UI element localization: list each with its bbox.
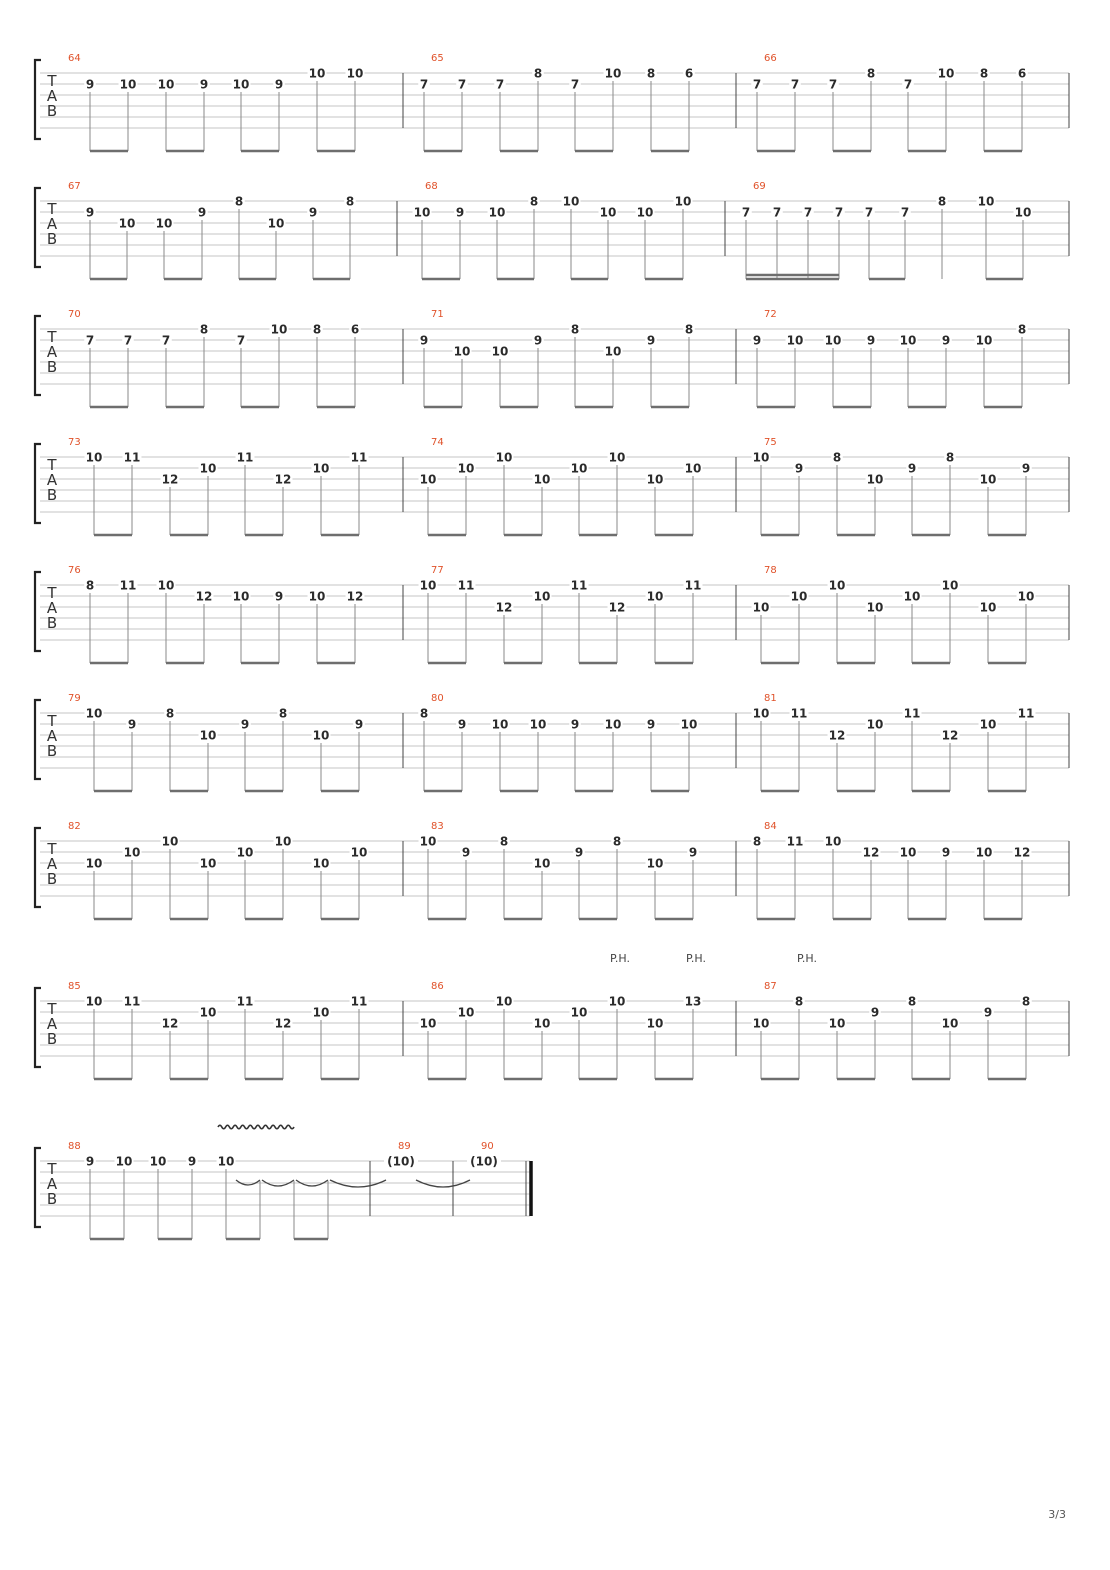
fret-number: 10 xyxy=(828,1016,846,1031)
measure-number: 87 xyxy=(764,981,777,992)
tab-clef-letter: A xyxy=(46,599,58,617)
fret-number: 7 xyxy=(803,205,813,220)
fret-number: 9 xyxy=(646,717,656,732)
tab-system xyxy=(35,565,1069,663)
fret-number: 11 xyxy=(236,450,254,465)
palm-harmonic-label: P.H. xyxy=(686,952,706,965)
fret-number: 9 xyxy=(907,461,917,476)
fret-number: 8 xyxy=(907,994,917,1009)
fret-number: 10 xyxy=(199,1005,217,1020)
fret-number: 10 xyxy=(312,728,330,743)
fret-number: 8 xyxy=(1017,322,1027,337)
fret-number: 10 xyxy=(941,578,959,593)
fret-number: 7 xyxy=(236,333,246,348)
tab-clef-letter: A xyxy=(46,1175,58,1193)
measure-number: 68 xyxy=(425,181,438,192)
fret-number: 7 xyxy=(834,205,844,220)
fret-number: 8 xyxy=(979,66,989,81)
tab-clef-letter: B xyxy=(46,1030,58,1048)
fret-number: 8 xyxy=(499,834,509,849)
fret-number: 10 xyxy=(236,845,254,860)
measure-number: 71 xyxy=(431,309,444,320)
tab-clef-letter: A xyxy=(46,471,58,489)
tab-clef-letter: T xyxy=(47,1000,57,1018)
fret-number: 10 xyxy=(977,194,995,209)
fret-number: 10 xyxy=(312,461,330,476)
measure-number: 80 xyxy=(431,693,444,704)
system-bracket xyxy=(35,316,41,395)
measure-number: 69 xyxy=(753,181,766,192)
fret-number: 7 xyxy=(495,77,505,92)
fret-number: 7 xyxy=(123,333,133,348)
fret-number: 10 xyxy=(157,578,175,593)
fret-number: 8 xyxy=(794,994,804,1009)
system-bracket xyxy=(35,1148,41,1227)
fret-number: 10 xyxy=(1014,205,1032,220)
fret-number: 11 xyxy=(786,834,804,849)
fret-number: 10 xyxy=(608,994,626,1009)
fret-number: 11 xyxy=(123,994,141,1009)
fret-number: 11 xyxy=(236,994,254,1009)
fret-number: 8 xyxy=(832,450,842,465)
fret-number: 8 xyxy=(533,66,543,81)
fret-number: 10 xyxy=(232,77,250,92)
tab-clef-letter: B xyxy=(46,358,58,376)
fret-number: 9 xyxy=(646,333,656,348)
fret-number: 9 xyxy=(688,845,698,860)
fret-number: 11 xyxy=(570,578,588,593)
system-bracket xyxy=(35,444,41,523)
fret-number: 10 xyxy=(1017,589,1035,604)
fret-number: 12 xyxy=(862,845,880,860)
fret-number: 8 xyxy=(529,194,539,209)
fret-number: 7 xyxy=(772,205,782,220)
fret-number: 10 xyxy=(115,1154,133,1169)
system-bracket xyxy=(35,988,41,1067)
tab-clef-letter: T xyxy=(47,712,57,730)
fret-number: 12 xyxy=(608,600,626,615)
fret-number: 11 xyxy=(350,994,368,1009)
fret-number: 9 xyxy=(127,717,137,732)
measure-number: 65 xyxy=(431,53,444,64)
tab-clef-letter: A xyxy=(46,1015,58,1033)
fret-number: 8 xyxy=(612,834,622,849)
measure-number: 83 xyxy=(431,821,444,832)
fret-number: 11 xyxy=(684,578,702,593)
fret-number: 12 xyxy=(274,1016,292,1031)
fret-number: 12 xyxy=(495,600,513,615)
fret-number: 10 xyxy=(419,472,437,487)
fret-number: 10 xyxy=(495,994,513,1009)
fret-number: 11 xyxy=(350,450,368,465)
fret-number: 10 xyxy=(599,205,617,220)
fret-number: 7 xyxy=(864,205,874,220)
tab-clef-letter: B xyxy=(46,230,58,248)
fret-number: 10 xyxy=(312,856,330,871)
fret-number: 8 xyxy=(752,834,762,849)
tab-system xyxy=(35,821,1069,919)
fret-number: 7 xyxy=(752,77,762,92)
fret-number: 10 xyxy=(604,717,622,732)
fret-number: 9 xyxy=(274,589,284,604)
fret-number: 9 xyxy=(941,845,951,860)
tab-system xyxy=(35,437,1069,535)
fret-number: 10 xyxy=(646,856,664,871)
fret-number: 10 xyxy=(217,1154,235,1169)
fret-number: 10 xyxy=(85,450,103,465)
fret-number: 8 xyxy=(684,322,694,337)
tab-clef-letter: A xyxy=(46,855,58,873)
fret-number: 7 xyxy=(419,77,429,92)
measure-number: 77 xyxy=(431,565,444,576)
fret-number: 10 xyxy=(488,205,506,220)
tab-clef-letter: T xyxy=(47,328,57,346)
fret-number: 10 xyxy=(646,589,664,604)
fret-number: 7 xyxy=(903,77,913,92)
system-bracket xyxy=(35,188,41,267)
fret-number: 10 xyxy=(866,717,884,732)
fret-number: 10 xyxy=(684,461,702,476)
fret-number: 9 xyxy=(941,333,951,348)
tab-clef-letter: B xyxy=(46,614,58,632)
fret-number: 12 xyxy=(828,728,846,743)
fret-number: 10 xyxy=(533,472,551,487)
fret-number: 8 xyxy=(234,194,244,209)
fret-number: 10 xyxy=(752,1016,770,1031)
tab-clef-letter: T xyxy=(47,72,57,90)
fret-number: 9 xyxy=(274,77,284,92)
system-bracket xyxy=(35,828,41,907)
palm-harmonic-label: P.H. xyxy=(797,952,817,965)
fret-number: 10 xyxy=(636,205,654,220)
measure-number: 74 xyxy=(431,437,444,448)
measure-number: 89 xyxy=(398,1141,411,1152)
tab-clef-letter: A xyxy=(46,727,58,745)
fret-number: 10 xyxy=(979,600,997,615)
fret-number: 10 xyxy=(533,1016,551,1031)
fret-number: 11 xyxy=(1017,706,1035,721)
fret-number: 10 xyxy=(267,216,285,231)
measure-number: 90 xyxy=(481,1141,494,1152)
fret-number: 8 xyxy=(866,66,876,81)
fret-number: 10 xyxy=(646,1016,664,1031)
fret-number: 8 xyxy=(85,578,95,593)
fret-number: 10 xyxy=(149,1154,167,1169)
fret-number: 10 xyxy=(604,344,622,359)
fret-number: 10 xyxy=(786,333,804,348)
fret-number: 10 xyxy=(85,706,103,721)
fret-number: 6 xyxy=(684,66,694,81)
fret-number: 11 xyxy=(903,706,921,721)
tab-clef-letter: T xyxy=(47,1160,57,1178)
fret-number: 10 xyxy=(674,194,692,209)
fret-number: 9 xyxy=(187,1154,197,1169)
fret-number: 10 xyxy=(975,333,993,348)
tab-clef-letter: B xyxy=(46,486,58,504)
palm-harmonic-label: P.H. xyxy=(610,952,630,965)
fret-number: 10 xyxy=(312,1005,330,1020)
tab-clef-letter: B xyxy=(46,870,58,888)
measure-number: 76 xyxy=(68,565,81,576)
fret-number: 10 xyxy=(899,333,917,348)
fret-number: 9 xyxy=(85,77,95,92)
fret-number: 9 xyxy=(85,1154,95,1169)
fret-number: 12 xyxy=(161,1016,179,1031)
fret-number: 10 xyxy=(866,472,884,487)
fret-number: 7 xyxy=(828,77,838,92)
fret-number: 10 xyxy=(752,706,770,721)
fret-number: 7 xyxy=(85,333,95,348)
fret-number: 9 xyxy=(457,717,467,732)
fret-number: 8 xyxy=(1021,994,1031,1009)
fret-number: 10 xyxy=(419,578,437,593)
fret-number: (10) xyxy=(470,1154,498,1169)
fret-number: 11 xyxy=(123,450,141,465)
page-number: 3/3 xyxy=(1048,1508,1066,1521)
fret-number: 10 xyxy=(899,845,917,860)
fret-number: 10 xyxy=(752,600,770,615)
fret-number: 9 xyxy=(308,205,318,220)
fret-number: 9 xyxy=(752,333,762,348)
fret-number: 11 xyxy=(457,578,475,593)
fret-number: 7 xyxy=(741,205,751,220)
fret-number: 7 xyxy=(570,77,580,92)
fret-number: 12 xyxy=(161,472,179,487)
tab-system xyxy=(35,181,1069,279)
fret-number: 7 xyxy=(161,333,171,348)
fret-number: 9 xyxy=(85,205,95,220)
tab-clef-letter: T xyxy=(47,200,57,218)
fret-number: 11 xyxy=(790,706,808,721)
tab-system xyxy=(35,1125,531,1239)
fret-number: 10 xyxy=(680,717,698,732)
fret-number: 10 xyxy=(123,845,141,860)
fret-number: 7 xyxy=(457,77,467,92)
fret-number: 9 xyxy=(574,845,584,860)
tab-system xyxy=(35,53,1069,151)
fret-number: 9 xyxy=(533,333,543,348)
measure-number: 81 xyxy=(764,693,777,704)
fret-number: 10 xyxy=(232,589,250,604)
fret-number: 10 xyxy=(457,461,475,476)
fret-number: 9 xyxy=(866,333,876,348)
measure-number: 86 xyxy=(431,981,444,992)
fret-number: 9 xyxy=(1021,461,1031,476)
system-bracket xyxy=(35,60,41,139)
fret-number: 10 xyxy=(457,1005,475,1020)
tab-clef-letter: B xyxy=(46,742,58,760)
fret-number: 10 xyxy=(157,77,175,92)
fret-number: 10 xyxy=(975,845,993,860)
fret-number: 8 xyxy=(937,194,947,209)
fret-number: 8 xyxy=(345,194,355,209)
fret-number: 9 xyxy=(419,333,429,348)
fret-number: 10 xyxy=(346,66,364,81)
tab-clef-letter: A xyxy=(46,343,58,361)
fret-number: 12 xyxy=(195,589,213,604)
fret-number: 9 xyxy=(870,1005,880,1020)
measure-number: 73 xyxy=(68,437,81,448)
fret-number: 10 xyxy=(199,856,217,871)
fret-number: 12 xyxy=(1013,845,1031,860)
fret-number: 10 xyxy=(529,717,547,732)
fret-number: 9 xyxy=(794,461,804,476)
fret-number: 9 xyxy=(461,845,471,860)
fret-number: 7 xyxy=(790,77,800,92)
fret-number: 10 xyxy=(199,728,217,743)
fret-number: 10 xyxy=(979,472,997,487)
fret-number: 8 xyxy=(570,322,580,337)
fret-number: 8 xyxy=(419,706,429,721)
fret-number: 11 xyxy=(119,578,137,593)
fret-number: 10 xyxy=(419,1016,437,1031)
fret-number: 12 xyxy=(941,728,959,743)
fret-number: 9 xyxy=(354,717,364,732)
tab-clef-letter: B xyxy=(46,102,58,120)
fret-number: 10 xyxy=(937,66,955,81)
tab-system xyxy=(35,309,1069,407)
measure-number: 84 xyxy=(764,821,777,832)
tab-clef-letter: T xyxy=(47,840,57,858)
fret-number: 9 xyxy=(240,717,250,732)
fret-number: 10 xyxy=(824,834,842,849)
fret-number: 10 xyxy=(491,344,509,359)
fret-number: 10 xyxy=(828,578,846,593)
fret-number: 8 xyxy=(199,322,209,337)
fret-number: 12 xyxy=(274,472,292,487)
measure-number: 70 xyxy=(68,309,81,320)
fret-number: 10 xyxy=(308,589,326,604)
measure-number: 85 xyxy=(68,981,81,992)
fret-number: 10 xyxy=(85,994,103,1009)
tab-clef-letter: T xyxy=(47,456,57,474)
fret-number: 10 xyxy=(790,589,808,604)
fret-number: 10 xyxy=(604,66,622,81)
fret-number: 10 xyxy=(570,461,588,476)
fret-number: 10 xyxy=(979,717,997,732)
tab-clef-letter: T xyxy=(47,584,57,602)
system-bracket xyxy=(35,572,41,651)
fret-number: 10 xyxy=(85,856,103,871)
tab-system xyxy=(35,693,1069,791)
fret-number: 12 xyxy=(346,589,364,604)
fret-number: 10 xyxy=(350,845,368,860)
tab-clef-letter: A xyxy=(46,215,58,233)
fret-number: 10 xyxy=(941,1016,959,1031)
fret-number: 8 xyxy=(278,706,288,721)
fret-number: 9 xyxy=(197,205,207,220)
measure-number: 75 xyxy=(764,437,777,448)
fret-number: 10 xyxy=(161,834,179,849)
measure-number: 66 xyxy=(764,53,777,64)
fret-number: 10 xyxy=(495,450,513,465)
fret-number: (10) xyxy=(387,1154,415,1169)
fret-number: 10 xyxy=(274,834,292,849)
fret-number: 10 xyxy=(308,66,326,81)
fret-number: 10 xyxy=(570,1005,588,1020)
fret-number: 8 xyxy=(165,706,175,721)
fret-number: 10 xyxy=(562,194,580,209)
fret-number: 10 xyxy=(533,589,551,604)
measure-number: 88 xyxy=(68,1141,81,1152)
fret-number: 10 xyxy=(453,344,471,359)
measure-number: 78 xyxy=(764,565,777,576)
fret-number: 10 xyxy=(491,717,509,732)
fret-number: 10 xyxy=(752,450,770,465)
fret-number: 8 xyxy=(312,322,322,337)
fret-number: 10 xyxy=(646,472,664,487)
fret-number: 6 xyxy=(1017,66,1027,81)
fret-number: 10 xyxy=(419,834,437,849)
fret-number: 9 xyxy=(199,77,209,92)
measure-number: 82 xyxy=(68,821,81,832)
fret-number: 10 xyxy=(608,450,626,465)
fret-number: 10 xyxy=(118,216,136,231)
fret-number: 9 xyxy=(570,717,580,732)
fret-number: 10 xyxy=(199,461,217,476)
measure-number: 67 xyxy=(68,181,81,192)
measure-number: 72 xyxy=(764,309,777,320)
tab-system xyxy=(35,952,1069,1079)
fret-number: 10 xyxy=(119,77,137,92)
tab-clef-letter: B xyxy=(46,1190,58,1208)
fret-number: 10 xyxy=(270,322,288,337)
fret-number: 13 xyxy=(684,994,702,1009)
measure-number: 64 xyxy=(68,53,81,64)
fret-number: 10 xyxy=(824,333,842,348)
fret-number: 10 xyxy=(903,589,921,604)
tab-clef-letter: A xyxy=(46,87,58,105)
fret-number: 7 xyxy=(900,205,910,220)
system-bracket xyxy=(35,700,41,779)
fret-number: 9 xyxy=(455,205,465,220)
fret-number: 10 xyxy=(155,216,173,231)
fret-number: 9 xyxy=(983,1005,993,1020)
vibrato-mark xyxy=(218,1125,294,1129)
fret-number: 8 xyxy=(945,450,955,465)
fret-number: 10 xyxy=(866,600,884,615)
measure-number: 79 xyxy=(68,693,81,704)
fret-number: 10 xyxy=(413,205,431,220)
fret-number: 10 xyxy=(533,856,551,871)
fret-number: 8 xyxy=(646,66,656,81)
fret-number: 6 xyxy=(350,322,360,337)
